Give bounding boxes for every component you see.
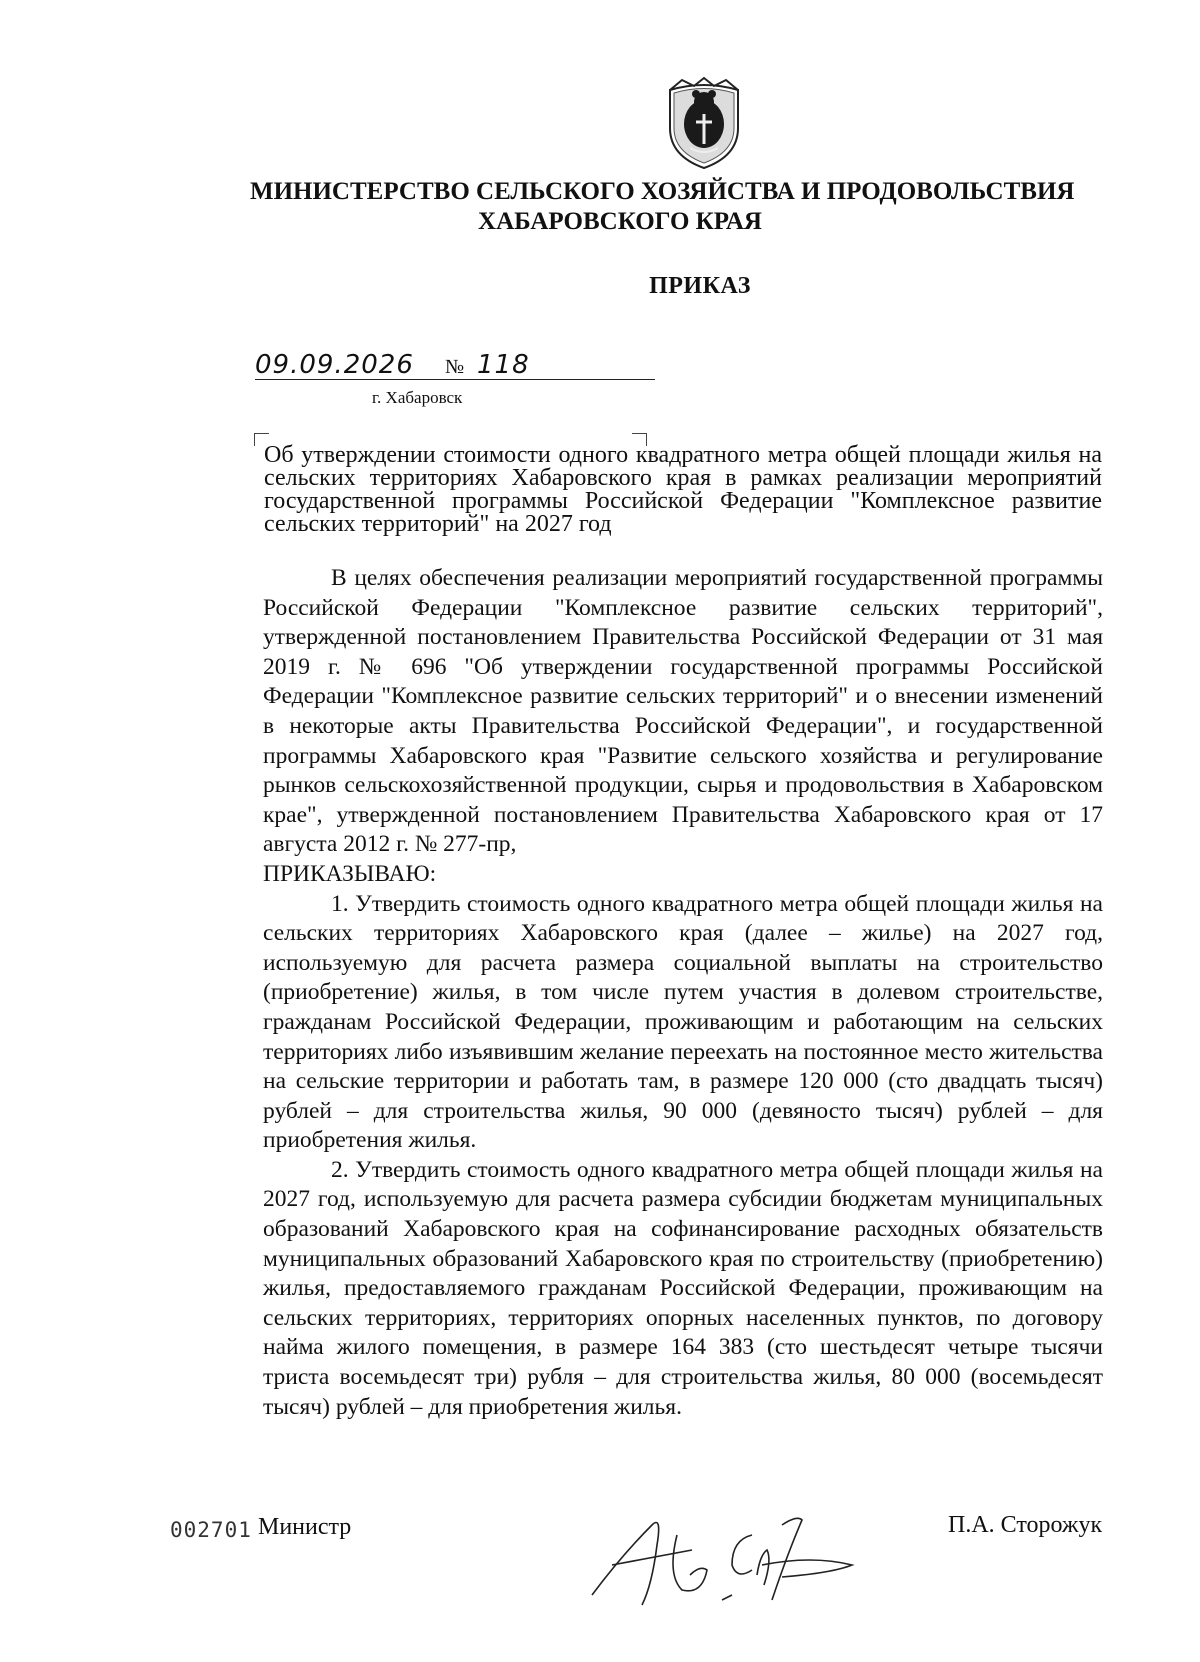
ministry-title <box>250 177 1075 237</box>
signature-block <box>0 1500 1200 1620</box>
preamble-paragraph: В целях обеспечения реализации мероприятий государственной программы Российской Федерации "Комплексное развитие сельских территорий", утвержденной постановлением Правительства Российской Федерации от 31 мая 2019 г. № 696 "Об утверждении государственной программы Российской Федерации "Комплексное развитие сельских территорий" и о внесении изменений в некоторые акты Правительства Российской Федерации", и государственной программы Хабаровского края "Развитие сельского хозяйства и регулирование рынков сельскохозяйственной продукции, сырья и продовольствия в Хабаровском крае", утвержденной постановлением Правительства Хабаровского края от 17 августа 2012 г. № 277-пр, <box>263 565 1103 858</box>
item-1-paragraph: 1. Утвердить стоимость одного квадратного метра общей площади жилья на сельских территориях Хабаровского края (далее – жилье) на 2027 год, используемую для расчета размера социальной выплаты на строительство (приобретение) жилья, в том числе путем участия в долевом строительстве, гражданам Российской Федерации, проживающим и работающим на сельских территориях либо изъявившим желание переехать на постоянное место жительства на сельские территории и работать там, в размере 120 000 (сто двадцать тысяч) рублей – для строительства жилья, 90 000 (девяносто тысяч) рублей – для приобретения жилья. <box>263 890 1103 1154</box>
document-date: 09.09.2026 <box>255 350 414 380</box>
coat-of-arms-icon <box>664 76 744 170</box>
number-label: № <box>445 356 465 378</box>
order-word: ПРИКАЗЫВАЮ: <box>263 860 437 887</box>
document-body <box>263 564 1103 1422</box>
signer-position: Министр <box>258 1514 352 1540</box>
city: г. Хабаровск <box>372 388 463 407</box>
stamp-number: 002701 <box>170 1518 252 1542</box>
ministry-line-2: ХАБАРОВСКОГО КРАЯ <box>478 208 762 235</box>
document-type: ПРИКАЗ <box>649 273 751 299</box>
ministry-line-1: МИНИСТЕРСТВО СЕЛЬСКОГО ХОЗЯЙСТВА И ПРОДОВОЛЬСТВИЯ <box>250 178 1075 205</box>
date-number-line <box>255 350 655 384</box>
item-2-paragraph: 2. Утвердить стоимость одного квадратного метра общей площади жилья на 2027 год, используемую для расчета размера субсидии бюджетам муниципальных образований Хабаровского края на софинансирование расходных обязательств муниципальных образований Хабаровского края по строительству (приобретению) жилья, предоставляемого гражданам Российской Федерации, проживающим на сельских территориях, территориях опорных населенных пунктов, по договору найма жилого помещения, в размере 164 383 (сто шестьдесят четыре тысячи триста восемьдесят три) рубля – для строительства жилья, 80 000 (восемьдесят тысяч) рублей – для приобретения жилья. <box>263 1156 1103 1420</box>
document-subject: Об утверждении стоимости одного квадратного метра общей площади жилья на сельских территориях Хабаровского края в рамках реализации мероприятий государственной программы Российской Федерации "Комплексное развитие сельских территорий" на 2027 год <box>264 442 1102 537</box>
signature-icon <box>582 1495 882 1615</box>
signer-name: П.А. Сторожук <box>948 1512 1103 1538</box>
document-number: 118 <box>477 350 530 380</box>
